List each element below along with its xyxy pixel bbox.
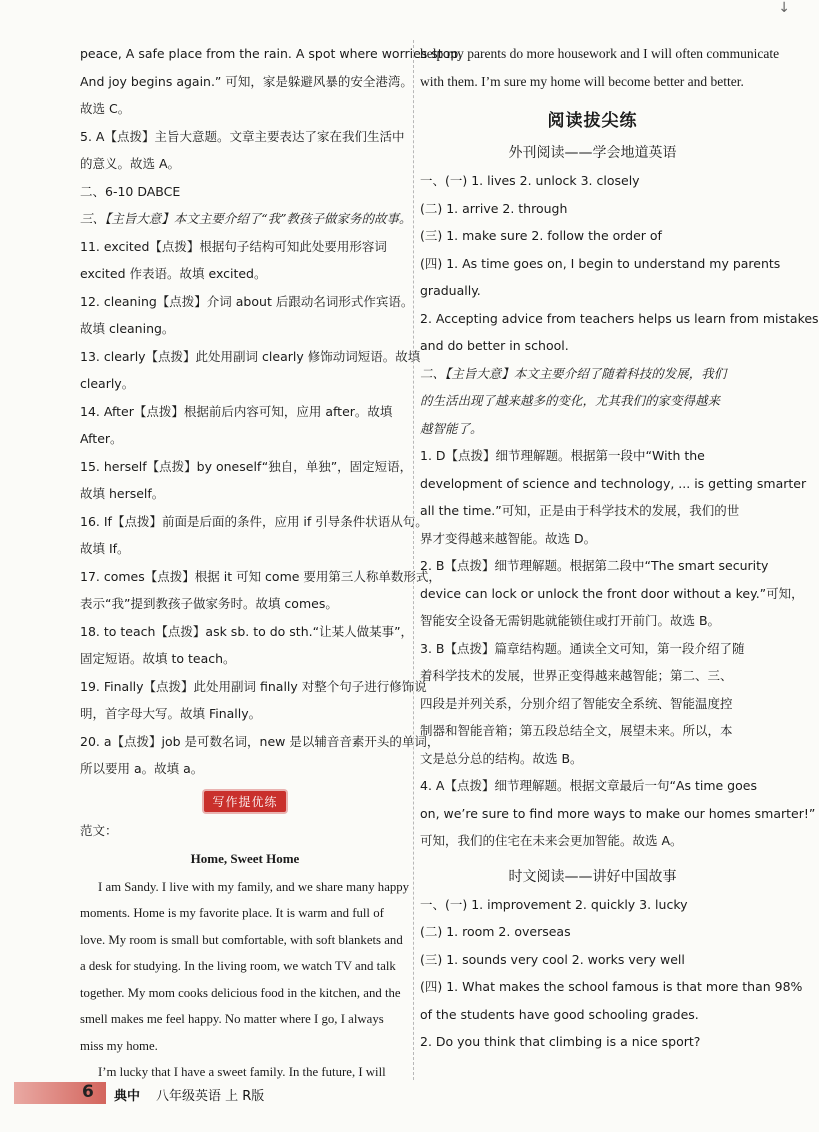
text-line: 1. D【点拨】细节理解题。根据第一段中“With the [420, 448, 705, 463]
text-line: 14. After【点拨】根据前后内容可知，应用 after。故填 [80, 403, 393, 419]
text-line: 19. Finally【点拨】此处用副词 finally 对整个句子进行修饰说 [80, 678, 427, 694]
column-divider [413, 40, 414, 1080]
text-line: (二) 1. room 2. overseas [420, 924, 571, 939]
text-line: 智能安全设备无需钥匙就能锁住或打开前门。故选 B。 [420, 613, 721, 628]
text-line: gradually. [420, 283, 481, 298]
text-line: 16. If【点拨】前面是后面的条件，应用 if 引导条件状语从句。 [80, 513, 428, 529]
text-line: of the students have good schooling grades. [420, 1006, 699, 1022]
text-line: 的意义。故选 A。 [80, 156, 181, 171]
right-column [420, 40, 819, 1056]
text-line: and do better in school. [420, 338, 569, 353]
essay-continuation [420, 40, 780, 95]
writing-section-badge: 写作提优练 [204, 791, 285, 812]
text-line: 四段是并列关系，分别介绍了智能安全系统、智能温度控 [420, 695, 733, 711]
text-line: (三) 1. sounds very cool 2. works very well [420, 951, 685, 967]
text-line: peace, A safe place from the rain. A spot where worries stop, [80, 46, 463, 61]
answer-block-1 [420, 167, 819, 855]
text-line: all the time.”可知，正是由于科学技术的发展，我们的世 [420, 503, 740, 518]
text-line: 故选 C。 [80, 101, 131, 116]
text-line: 二、【主旨大意】本文主要介绍了随着科技的发展，我们 [420, 365, 727, 381]
text-line: device can lock or unlock the front door without a key.”可知， [420, 585, 804, 601]
text-line: (四) 1. What makes the school famous is that more than 98% [420, 979, 803, 994]
text-line: After。 [80, 431, 123, 446]
text-line: 明，首字母大写。故填 Finally。 [80, 706, 262, 721]
text-line: 界才变得越来越智能。故选 D。 [420, 530, 597, 546]
text-line: 制器和智能音箱；第五段总结全文，展望未来。所以，本 [420, 723, 733, 738]
text-line: 固定短语。故填 to teach。 [80, 651, 236, 666]
text-line: 故填 If。 [80, 541, 130, 556]
text-line: 表示“我”提到教孩子做家务时。故填 comes。 [80, 596, 338, 611]
essay-paragraph: I’m lucky that I have a sweet family. In the future, I will [98, 1065, 386, 1079]
essay-title: Home, Sweet Home [190, 850, 300, 866]
text-line: 可知，我们的住宅在未来会更加智能。故选 A。 [420, 833, 683, 848]
text-line: (四) 1. As time goes on, I begin to understand my parents [420, 255, 781, 271]
page-footer [14, 1080, 314, 1106]
subsection-title: 时文阅读——讲好中国故事 [508, 868, 677, 885]
text-line: 5. A【点拨】主旨大意题。文章主要表达了家在我们生活中 [80, 128, 405, 144]
text-line: development of science and technology, ... is getting smarter [420, 475, 807, 491]
essay-line: help my parents do more housework and I will often communicate [420, 46, 780, 61]
text-line: 20. a【点拨】job 是可数名词，new 是以辅音音素开头的单词， [80, 733, 440, 749]
subsection-title: 外刊阅读——学会地道英语 [508, 145, 677, 161]
page-corner-mark: ↓ [778, 0, 790, 16]
section-title: 阅读拔尖练 [547, 111, 638, 131]
text-line: 4. A【点拨】细节理解题。根据文章最后一句“As time goes [420, 778, 757, 793]
footer-book-title: 八年级英语 上 R版 [156, 1089, 265, 1104]
text-line: 故填 herself。 [80, 486, 165, 501]
essay-paragraph: I am Sandy. I live with my family, and we share many happy moments. Home is my favorite place. It is warm and full of love. My room is small but comfortable, with soft blankets and a desk for studying. In the living room, we watch TV and talk together. My mom cooks delicious food in the kitchen, and the smell makes me feel happy. No matter where I go, I always miss my home. [80, 879, 410, 1053]
text-line: And joy begins again.” 可知，家是躲避风暴的安全港湾。 [80, 73, 413, 89]
sample-essay-label: 范文： [80, 822, 118, 838]
writing-badge-wrap [80, 791, 410, 812]
essay-line: with them. I’m sure my home will become better and better. [420, 73, 744, 89]
text-line: 17. comes【点拨】根据 it 可知 come 要用第三人称单数形式， [80, 568, 441, 584]
text-line: 二、6-10 DABCE [80, 183, 181, 199]
text-line: (二) 1. arrive 2. through [420, 200, 568, 216]
text-line: 越智能了。 [420, 420, 483, 436]
text-line: 的生活出现了越来越多的变化，尤其我们的家变得越来 [420, 393, 721, 408]
text-line: 11. excited【点拨】根据句子结构可知此处要用形容词 [80, 238, 387, 254]
text-line: 2. Accepting advice from teachers helps us learn from mistakes [420, 310, 819, 326]
text-line: 文是总分总的结构。故选 B。 [420, 750, 583, 766]
text-line: excited 作表语。故填 excited。 [80, 266, 267, 281]
text-line: 所以要用 a。故填 a。 [80, 761, 204, 776]
text-line: 一、(一) 1. lives 2. unlock 3. closely [420, 173, 640, 188]
text-line: 2. B【点拨】细节理解题。根据第二段中“The smart security [420, 558, 769, 573]
text-line: clearly。 [80, 376, 135, 391]
text-line: 13. clearly【点拨】此处用副词 clearly 修饰动词短语。故填 [80, 348, 421, 364]
page-number: 6 [82, 1082, 94, 1102]
text-line: 故填 cleaning。 [80, 321, 175, 336]
essay-body [80, 874, 410, 1086]
text-line: 18. to teach【点拨】ask sb. to do sth.“让某人做某事”， [80, 623, 414, 639]
text-line: 三、【主旨大意】本文主要介绍了“我”教孩子做家务的故事。 [80, 211, 412, 226]
answer-block-2 [420, 891, 803, 1056]
text-line: 着科学技术的发展，世界正变得越来越智能；第二、三、 [420, 668, 733, 683]
text-line: 12. cleaning【点拨】介词 about 后跟动名词形式作宾语。 [80, 293, 414, 309]
text-line: on, we’re sure to find more ways to make our homes smarter!” [420, 805, 816, 821]
text-line: 15. herself【点拨】by oneself“独自，单独”，固定短语， [80, 458, 413, 474]
text-line: 3. B【点拨】篇章结构题。通读全文可知，第一段介绍了随 [420, 640, 745, 656]
text-line: 一、(一) 1. improvement 2. quickly 3. lucky [420, 896, 688, 912]
text-line: 2. Do you think that climbing is a nice sport? [420, 1034, 701, 1049]
text-line: (三) 1. make sure 2. follow the order of [420, 228, 662, 243]
footer-logo: 典中 [114, 1089, 141, 1104]
